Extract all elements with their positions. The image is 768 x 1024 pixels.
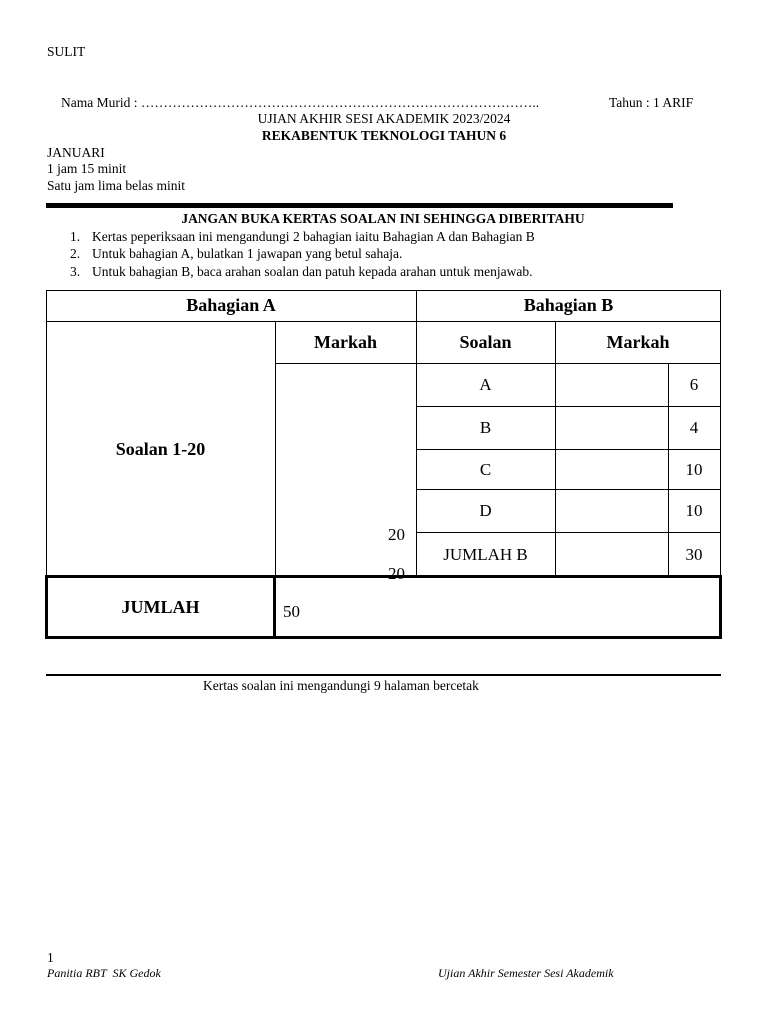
- instruction-number: 3.: [70, 264, 81, 279]
- footer-divider: [46, 674, 721, 676]
- section-a-questions: Soalan 1-20: [115, 438, 206, 459]
- page-number: 1: [47, 950, 54, 965]
- instructions-heading: JANGAN BUKA KERTAS SOALAN INI SEHINGGA DIBERITAHU: [181, 211, 585, 226]
- section-b-question-header: Soalan: [459, 331, 512, 352]
- question-cell: D: [479, 501, 492, 520]
- section-a-header: Bahagian A: [186, 295, 276, 315]
- class-label: Tahun : 1 ARIF: [609, 95, 694, 110]
- marks-cell: 10: [685, 501, 703, 520]
- marks-cell: 4: [689, 418, 699, 437]
- pages-note: Kertas soalan ini mengandungi 9 halaman bercetak: [203, 678, 479, 693]
- classification-label: SULIT: [47, 44, 86, 59]
- instruction-number: 2.: [70, 246, 81, 261]
- question-cell: B: [479, 418, 492, 437]
- total-marks: 50: [283, 602, 300, 621]
- footer-left-text: Panitia RBT SK Gedok: [47, 966, 161, 980]
- section-a-marks-overflow-text: 20: [388, 564, 405, 583]
- table-line: [273, 575, 276, 639]
- header-divider: [46, 203, 673, 208]
- section-b-header: Bahagian B: [523, 295, 614, 315]
- student-name-field: Nama Murid : ……………………………………………………………………………..: [61, 95, 540, 110]
- instruction-item: Untuk bahagian A, bulatkan 1 jawapan yang betul sahaja.: [92, 246, 403, 261]
- exam-month: JANUARI: [47, 145, 105, 160]
- section-a-marks-header: Markah: [314, 331, 377, 352]
- exam-duration-words: Satu jam lima belas minit: [47, 178, 185, 193]
- footer-right-text: Ujian Akhir Semester Sesi Akademik: [438, 966, 614, 980]
- instruction-item: Untuk bahagian B, baca arahan soalan dan patuh kepada arahan untuk menjawab.: [92, 264, 533, 279]
- total-label: JUMLAH: [121, 596, 200, 617]
- instruction-item: Kertas peperiksaan ini mengandungi 2 bahagian iaitu Bahagian A dan Bahagian B: [92, 229, 535, 244]
- section-b-total-label: JUMLAH B: [443, 544, 528, 564]
- section-a-total-marks: 20: [388, 525, 405, 544]
- section-b-marks-header: Markah: [606, 331, 670, 352]
- section-b-total-marks: 30: [685, 544, 703, 564]
- marks-cell: 10: [685, 459, 703, 479]
- question-cell: A: [479, 375, 492, 394]
- marks-cell: 6: [689, 375, 699, 394]
- instruction-number: 1.: [70, 229, 81, 244]
- exam-title: UJIAN AKHIR SESI AKADEMIK 2023/2024: [257, 111, 511, 126]
- subject-title: REKABENTUK TEKNOLOGI TAHUN 6: [261, 128, 507, 143]
- exam-duration: 1 jam 15 minit: [47, 161, 127, 176]
- question-cell: C: [479, 459, 492, 479]
